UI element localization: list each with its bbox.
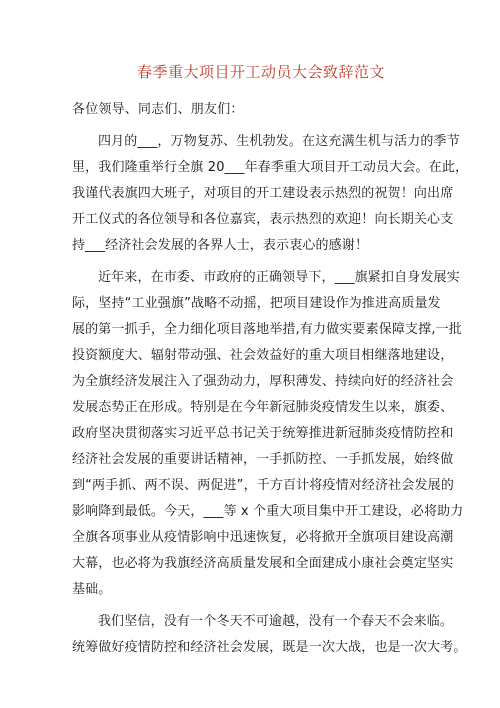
paragraph-3 bbox=[72, 609, 467, 661]
paragraph-line: 为全旗经济发展注入了强劲动力，厚积薄发、持续向好的经济社会 bbox=[72, 374, 454, 389]
paragraph-line: 投资额度大、辐射带动强、社会效益好的重大项目相继落地建设， bbox=[72, 348, 454, 363]
paragraph-line: 影响降到最低。今天，___等 x 个重大项目集中开工建设，必将助力 bbox=[72, 504, 464, 519]
paragraph-line: 政府坚决贯彻落实习近平总书记关于统筹推进新冠肺炎疫情防控和 bbox=[72, 426, 454, 441]
paragraph-line: 近年来，在市委、市政府的正确领导下，___旗紧扣自身发展实 bbox=[98, 270, 460, 285]
paragraph-line: 四月的___，万物复苏、生机勃发。在这充满生机与活力的季节 bbox=[98, 134, 460, 149]
document-title: 春季重大项目开工动员大会致辞范文 bbox=[136, 63, 385, 81]
paragraph-line: 经济社会发展的重要讲话精神，一手抓防控、一手抓发展，始终做 bbox=[72, 452, 454, 467]
paragraph-line: 全旗各项事业从疫情影响中迅速恢复，必将掀开全旗项目建设高潮 bbox=[72, 530, 454, 545]
paragraph-line: 持___经济社会发展的各界人士，表示衷心的感谢！ bbox=[72, 238, 369, 253]
paragraph-line: 统筹做好疫情防控和经济社会发展，既是一次大战，也是一次大考。 bbox=[72, 640, 467, 655]
paragraph-2 bbox=[72, 265, 464, 603]
paragraph-1 bbox=[72, 129, 469, 259]
paragraph-line: 大幕，也必将为我旗经济高质量发展和全面建成小康社会奠定坚实 bbox=[72, 556, 454, 571]
paragraph-line: 里，我们隆重举行全旗 20___年春季重大项目开工动员大会。在此， bbox=[72, 160, 469, 175]
paragraph-line: 际，坚持“工业强旗”战略不动摇，把项目建设作为推进高质量发 bbox=[72, 296, 441, 311]
paragraph-line: 基础。 bbox=[72, 582, 112, 597]
paragraph-line: 到“两手抓、两不误、两促进”，千方百计将疫情对经济社会发展的 bbox=[72, 478, 454, 493]
paragraph-line: 展的第一抓手，全力细化项目落地举措,有力做实要素保障支撑,一批 bbox=[72, 322, 462, 337]
paragraph-line: 我们坚信，没有一个冬天不可逾越，没有一个春天不会来临。 bbox=[98, 614, 454, 629]
paragraph-line: 开工仪式的各位领导和各位嘉宾，表示热烈的欢迎！向长期关心支 bbox=[72, 212, 454, 227]
salutation: 各位领导、同志们、朋友们： bbox=[72, 102, 244, 117]
paragraph-line: 我谨代表旗四大班子，对项目的开工建设表示热烈的祝贺！向出席 bbox=[72, 186, 454, 201]
paragraph-line: 发展态势正在形成。特别是在今年新冠肺炎疫情发生以来，旗委、 bbox=[72, 400, 454, 415]
